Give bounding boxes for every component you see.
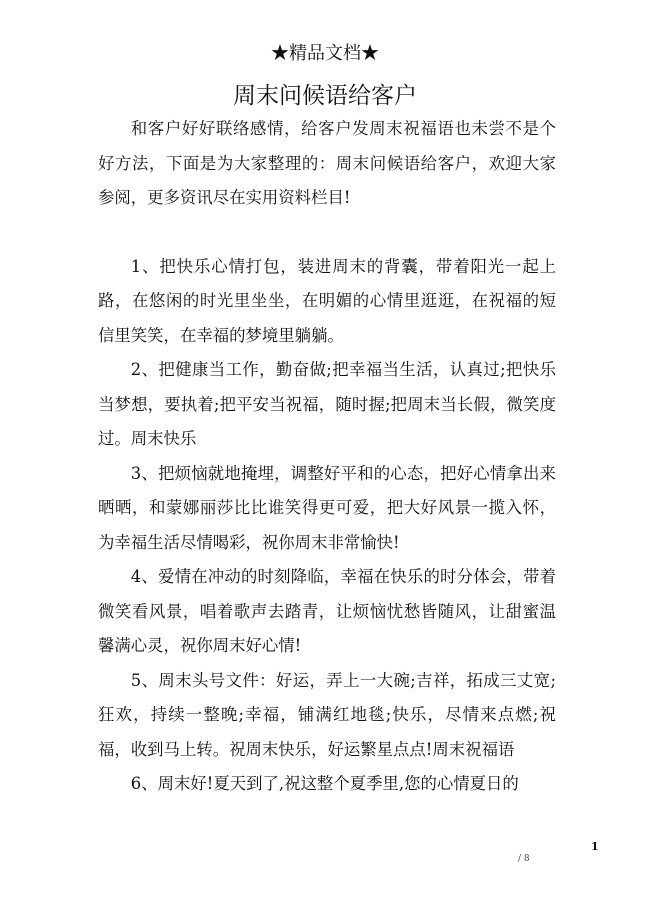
list-item: 6、周末好!夏天到了,祝这整个夏季里,您的心情夏日的 [130, 774, 519, 793]
intro-paragraph: 和客户好好联络感情，给客户发周末祝福语也未尝不是个好方法，下面是为大家整理的：周末问候语给客户，欢迎大家参阅，更多资讯尽在实用资料栏目! [98, 119, 556, 207]
page-number: 1 [591, 840, 599, 853]
list-item: 5、周末头号文件：好运，弄上一大碗;吉祥，拓成三丈宽;狂欢，持续一整晚;幸福，铺满红地毯;快乐，尽情来点燃;祝福，收到马上转。祝周末快乐，好运繁星点点!周末祝福语 [98, 670, 556, 759]
list-item: 2、把健康当工作，勤奋做;把幸福当生活，认真过;把快乐当梦想，要执着;把平安当祝福，随时握;把周末当长假，微笑度过。周末快乐 [98, 360, 556, 448]
list-item: 3、把烦恼就地掩埋，调整好平和的心态，把好心情拿出来晒晒，和蒙娜丽莎比比谁笑得更可爱，把大好风景一揽入怀，为幸福生活尽情喝彩，祝你周末非常愉快! [98, 463, 556, 552]
list-item: 1、把快乐心情打包，装进周末的背囊，带着阳光一起上路，在悠闲的时光里坐坐，在明媚的心情里逛逛，在祝福的短信里笑笑，在幸福的梦境里躺躺。 [98, 256, 556, 345]
page-header: ★精品文档★ [271, 43, 379, 64]
document-body [98, 112, 556, 802]
page-total: / 8 [518, 854, 530, 864]
list-item: 4、爱情在冲动的时刻降临，幸福在快乐的时分体会，带着微笑看风景，唱着歌声去踏青，让烦恼忧愁皆随风，让甜蜜温馨满心灵，祝你周末好心情! [98, 567, 556, 655]
document-title: 周末问候语给客户 [233, 83, 417, 109]
